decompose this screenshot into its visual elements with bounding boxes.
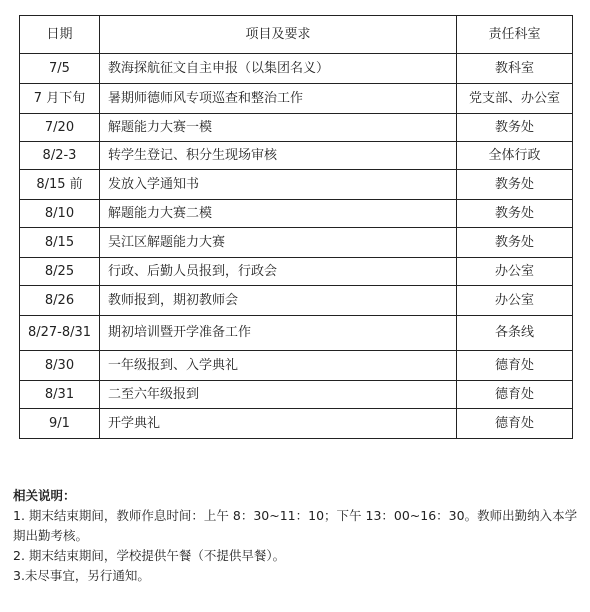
table-row xyxy=(20,316,573,351)
cell-date: 8/2-3 xyxy=(20,142,100,170)
cell-item: 期初培训暨开学准备工作 xyxy=(100,316,457,351)
cell-date: 8/10 xyxy=(20,200,100,228)
table-row xyxy=(20,409,573,439)
table-row xyxy=(20,84,573,114)
header-item: 项目及要求 xyxy=(100,16,457,54)
cell-date: 8/26 xyxy=(20,286,100,316)
cell-item: 行政、后勤人员报到，行政会 xyxy=(100,258,457,286)
cell-dept: 教务处 xyxy=(457,114,573,142)
note-item: 1. 期末结束期间，教师作息时间：上午 8：30~11：10；下午 13：00~16：30。教师出勤纳入本学期出勤考核。 xyxy=(13,508,578,543)
cell-dept: 办公室 xyxy=(457,286,573,316)
note-item: 2. 期末结束期间，学校提供午餐（不提供早餐）。 xyxy=(13,548,286,563)
cell-item: 二至六年级报到 xyxy=(100,381,457,409)
cell-item: 开学典礼 xyxy=(100,409,457,439)
cell-date: 7/5 xyxy=(20,54,100,84)
cell-dept: 德育处 xyxy=(457,351,573,381)
cell-date: 8/30 xyxy=(20,351,100,381)
cell-date: 8/15 xyxy=(20,228,100,258)
cell-dept: 办公室 xyxy=(457,258,573,286)
header-dept: 责任科室 xyxy=(457,16,573,54)
cell-item: 转学生登记、积分生现场审核 xyxy=(100,142,457,170)
cell-dept: 教务处 xyxy=(457,170,573,200)
table-row xyxy=(20,54,573,84)
table-row xyxy=(20,170,573,200)
cell-dept: 教务处 xyxy=(457,200,573,228)
cell-date: 8/15 前 xyxy=(20,170,100,200)
cell-date: 7/20 xyxy=(20,114,100,142)
table-row xyxy=(20,200,573,228)
cell-item: 教师报到，期初教师会 xyxy=(100,286,457,316)
cell-item: 暑期师德师风专项巡查和整治工作 xyxy=(100,84,457,114)
cell-item: 解题能力大赛二模 xyxy=(100,200,457,228)
table-row xyxy=(20,142,573,170)
table-row xyxy=(20,286,573,316)
cell-date: 8/25 xyxy=(20,258,100,286)
cell-dept: 全体行政 xyxy=(457,142,573,170)
cell-item: 解题能力大赛一模 xyxy=(100,114,457,142)
notes-section xyxy=(13,486,578,586)
cell-item: 发放入学通知书 xyxy=(100,170,457,200)
table-row xyxy=(20,114,573,142)
cell-dept: 教务处 xyxy=(457,228,573,258)
notes-title: 相关说明： xyxy=(13,488,76,503)
cell-date: 7 月下旬 xyxy=(20,84,100,114)
note-item: 3.未尽事宜，另行通知。 xyxy=(13,568,150,583)
cell-item: 一年级报到、入学典礼 xyxy=(100,351,457,381)
cell-date: 8/31 xyxy=(20,381,100,409)
cell-date: 8/27-8/31 xyxy=(20,316,100,351)
cell-date: 9/1 xyxy=(20,409,100,439)
header-date: 日期 xyxy=(20,16,100,54)
cell-dept: 各条线 xyxy=(457,316,573,351)
table-row xyxy=(20,228,573,258)
table-row xyxy=(20,258,573,286)
table-row xyxy=(20,381,573,409)
cell-item: 教海探航征文自主申报（以集团名义） xyxy=(100,54,457,84)
cell-dept: 德育处 xyxy=(457,381,573,409)
cell-dept: 教科室 xyxy=(457,54,573,84)
cell-item: 吴江区解题能力大赛 xyxy=(100,228,457,258)
table-row xyxy=(20,351,573,381)
table-header-row xyxy=(20,16,573,54)
schedule-table xyxy=(19,15,573,439)
cell-dept: 德育处 xyxy=(457,409,573,439)
cell-dept: 党支部、办公室 xyxy=(457,84,573,114)
